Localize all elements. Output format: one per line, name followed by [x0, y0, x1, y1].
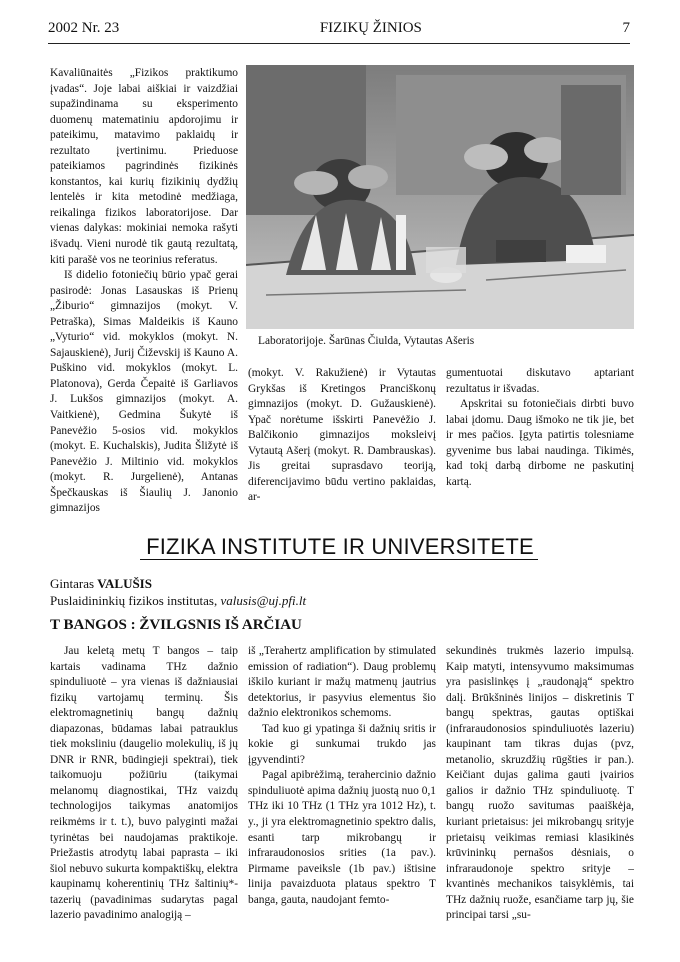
author-affiliation-line	[50, 592, 306, 609]
article-title: T BANGOS : ŽVILGSNIS IŠ ARČIAU	[50, 617, 302, 633]
paragraph: Kavaliūnaitės „Fizikos praktikumo įvadas“. Joje labai aiškiai ir vaizdžiai supažindinama su eksperimento duomenų matematiniu apdorojimu ir pateikimu, matavimo paklaidų ir rezultato įvertinimu. Prieduose pateikiamos pagrindinės fizikinės konstantos, kai kurių fizikinių dydžių lentelės ir kita metodinė medžiaga, reikalinga fizikos laboratorijose. Dar vienas dalykas: mokiniai nemoka rašyti išvadų. Vieni nurodė tik gautą rezultatą, kiti parašė vos ne teorinius referatus.	[50, 67, 238, 266]
article-column-2	[248, 644, 436, 908]
paragraph: Iš didelio fotoniečių būrio ypač gerai pasirodė: Jonas Lasauskas iš Prienų „Žiburio“ gimnazijos (mokyt. V. Petraška), Simas Maldeikis iš Kauno „Vyturio“ vid. mokyklos (mokyt. N. Sajauskienė), Jurij Čiževskij iš Kauno A. Puškino vid. mokyklos (mokyt. L. Platonova), Gerda Čepaitė iš Garliavos J. Lukšos gimnazijos (mokyt. A. Vaitkienė), Gedmina Šukytė iš Panevėžio 5-osios vid. mokyklos (mokyt. E. Kuchalskis), Judita Šližytė iš Panevėžio J. Miltinio vid. mokyklos (mokyt. R. Jurgelienė), Antanas Špečkauskas iš Šiaulių J. Janonio gimnazijos	[50, 269, 238, 515]
journal-title: FIZIKŲ ŽINIOS	[319, 19, 422, 36]
lab-photo-image	[246, 65, 634, 329]
page-header	[48, 16, 630, 40]
paragraph: (mokyt. V. Rakužienė) ir Vytautas Grykšas iš Kretingos Pranciškonų gimnazijos (mokyt. D. Gužauskienė). Ypač norėtume išskirti Panevėžio J. Balčikonio gimnazijos moksleivį Vytautą Ašerį (mokyt. R. Dambrauskas). Jis greitai suprasdavo teoriją, diferencijavimo būdu vertino paklaidas, ar-	[248, 367, 436, 504]
issue-label: 2002 Nr. 23	[48, 19, 120, 36]
photo-caption: Laboratorijoje. Šarūnas Čiulda, Vytautas Ašeris	[258, 335, 475, 347]
page-number: 7	[622, 19, 630, 36]
top-left-column	[50, 66, 238, 517]
lab-photo	[246, 65, 634, 329]
top-right-column	[446, 366, 634, 490]
author-first-name: Gintaras	[50, 576, 95, 591]
author-surname: VALUŠIS	[97, 576, 152, 591]
author-email[interactable]: valusis@uj.pfi.lt	[220, 593, 307, 608]
article-column-1	[50, 644, 238, 924]
paragraph: iš „Terahertz amplification by stimulated emission of radiation“). Daug problemų iškilo kuriant ir mažų matmenų jautrius detektorius, ir pasyvius elementus šio dažnio elektronikos schemoms.	[248, 645, 436, 720]
paragraph: sekundinės trukmės lazerio impulsą. Kaip matyti, intensyvumo maksimumas yra pasislinkęs į „raudonąją“ spektro dalį. Brūkšninės linijos – diskretinis T bangų spektras, gautas optiškai (infraraudonosios spinduliuotės lazeriu) kaupinant tam tikras dujas (pvz, metanolio, skruzdžių rūgšties ir pan.). Keičiant dujas galima gauti įvairios galios ir dažnio THz spinduliuotę. T bangų ruožo savitumas paaiškėja, kuriant prietaisus: jei mikrobangų srityje prietaisų veikimas remiasi klasikinės krūvininkų pernašos dėsniais, o infraraudonoje spektro srityje – kvantinės mechanikos taisyklėmis, tai THz dažnių ruože, esančiame tarp jų, šie principai tarsi „su-	[446, 645, 634, 922]
section-title: FIZIKA INSTITUTE IR UNIVERSITETE	[146, 534, 534, 559]
article-column-3	[446, 644, 634, 924]
author-block	[50, 575, 306, 609]
author-name	[50, 575, 306, 592]
paragraph: gumentuotai diskutavo aptariant rezultatus ir išvadas.	[446, 367, 634, 395]
paragraph: Tad kuo gi ypatinga ši dažnių sritis ir kokie gi sunkumai trukdo jas įgyvendinti?	[248, 722, 436, 766]
paragraph: Apskritai su fotoniečiais dirbti buvo labai įdomu. Daug išmoko ne tik jie, bet ir mes pačios. Įgyta patirtis tolesniame gyvenime bus labai naudinga. Tikimės, kad tokį darbą dirbome ne paskutinį kartą.	[446, 398, 634, 488]
paragraph: Pagal apibrėžimą, terahercinio dažnio spinduliuotė apima dažnių juostą nuo 0,1 THz iki 10 THz (1 THz yra 1012 Hz), t. y., ji yra elektromagnetinio spektro dalis, esanti tarp mikrobangų ir infraraudonosios srities (1a pav.). Pirmame paveiksle (1b pav.) ištisine linija pavaizduota plataus spektro T banga, gauta, naudojant femto-	[248, 769, 436, 906]
top-middle-column	[248, 366, 436, 506]
author-affiliation: Puslaidininkių fizikos institutas,	[50, 593, 218, 608]
paragraph: Jau keletą metų T bangos – taip kartais vadinama THz dažnio spinduliuotė – yra vienas iš dažniausiai fizikų vartojamų terminų. Šis elektromagnetinių bangų dažnių diapazonas, būdamas labai patrauklus tiek moksliniu (daugelio molekulių, iš jų DNR ir RNR, būdingieji spektrai), tiek taikomuoju požiūriu (taikymai melanomų diagnostikai, THz vaizdų technologijos taikymas anatomijos reikmėms ir t. t.), buvo palyginti mažai tyrinėtas bei naudojamas praktikoje. Priežastis atrodytų labai paprasta – iki šiol nebuvo sukurta kompaktiškų, elektra kaupinamų koherentinių THz šaltinių*- tazerių (pavadinimas sudarytas pagal lazerio pavadinimo analogiją –	[50, 645, 238, 922]
header-divider	[48, 43, 630, 44]
section-title-underline	[140, 559, 538, 560]
